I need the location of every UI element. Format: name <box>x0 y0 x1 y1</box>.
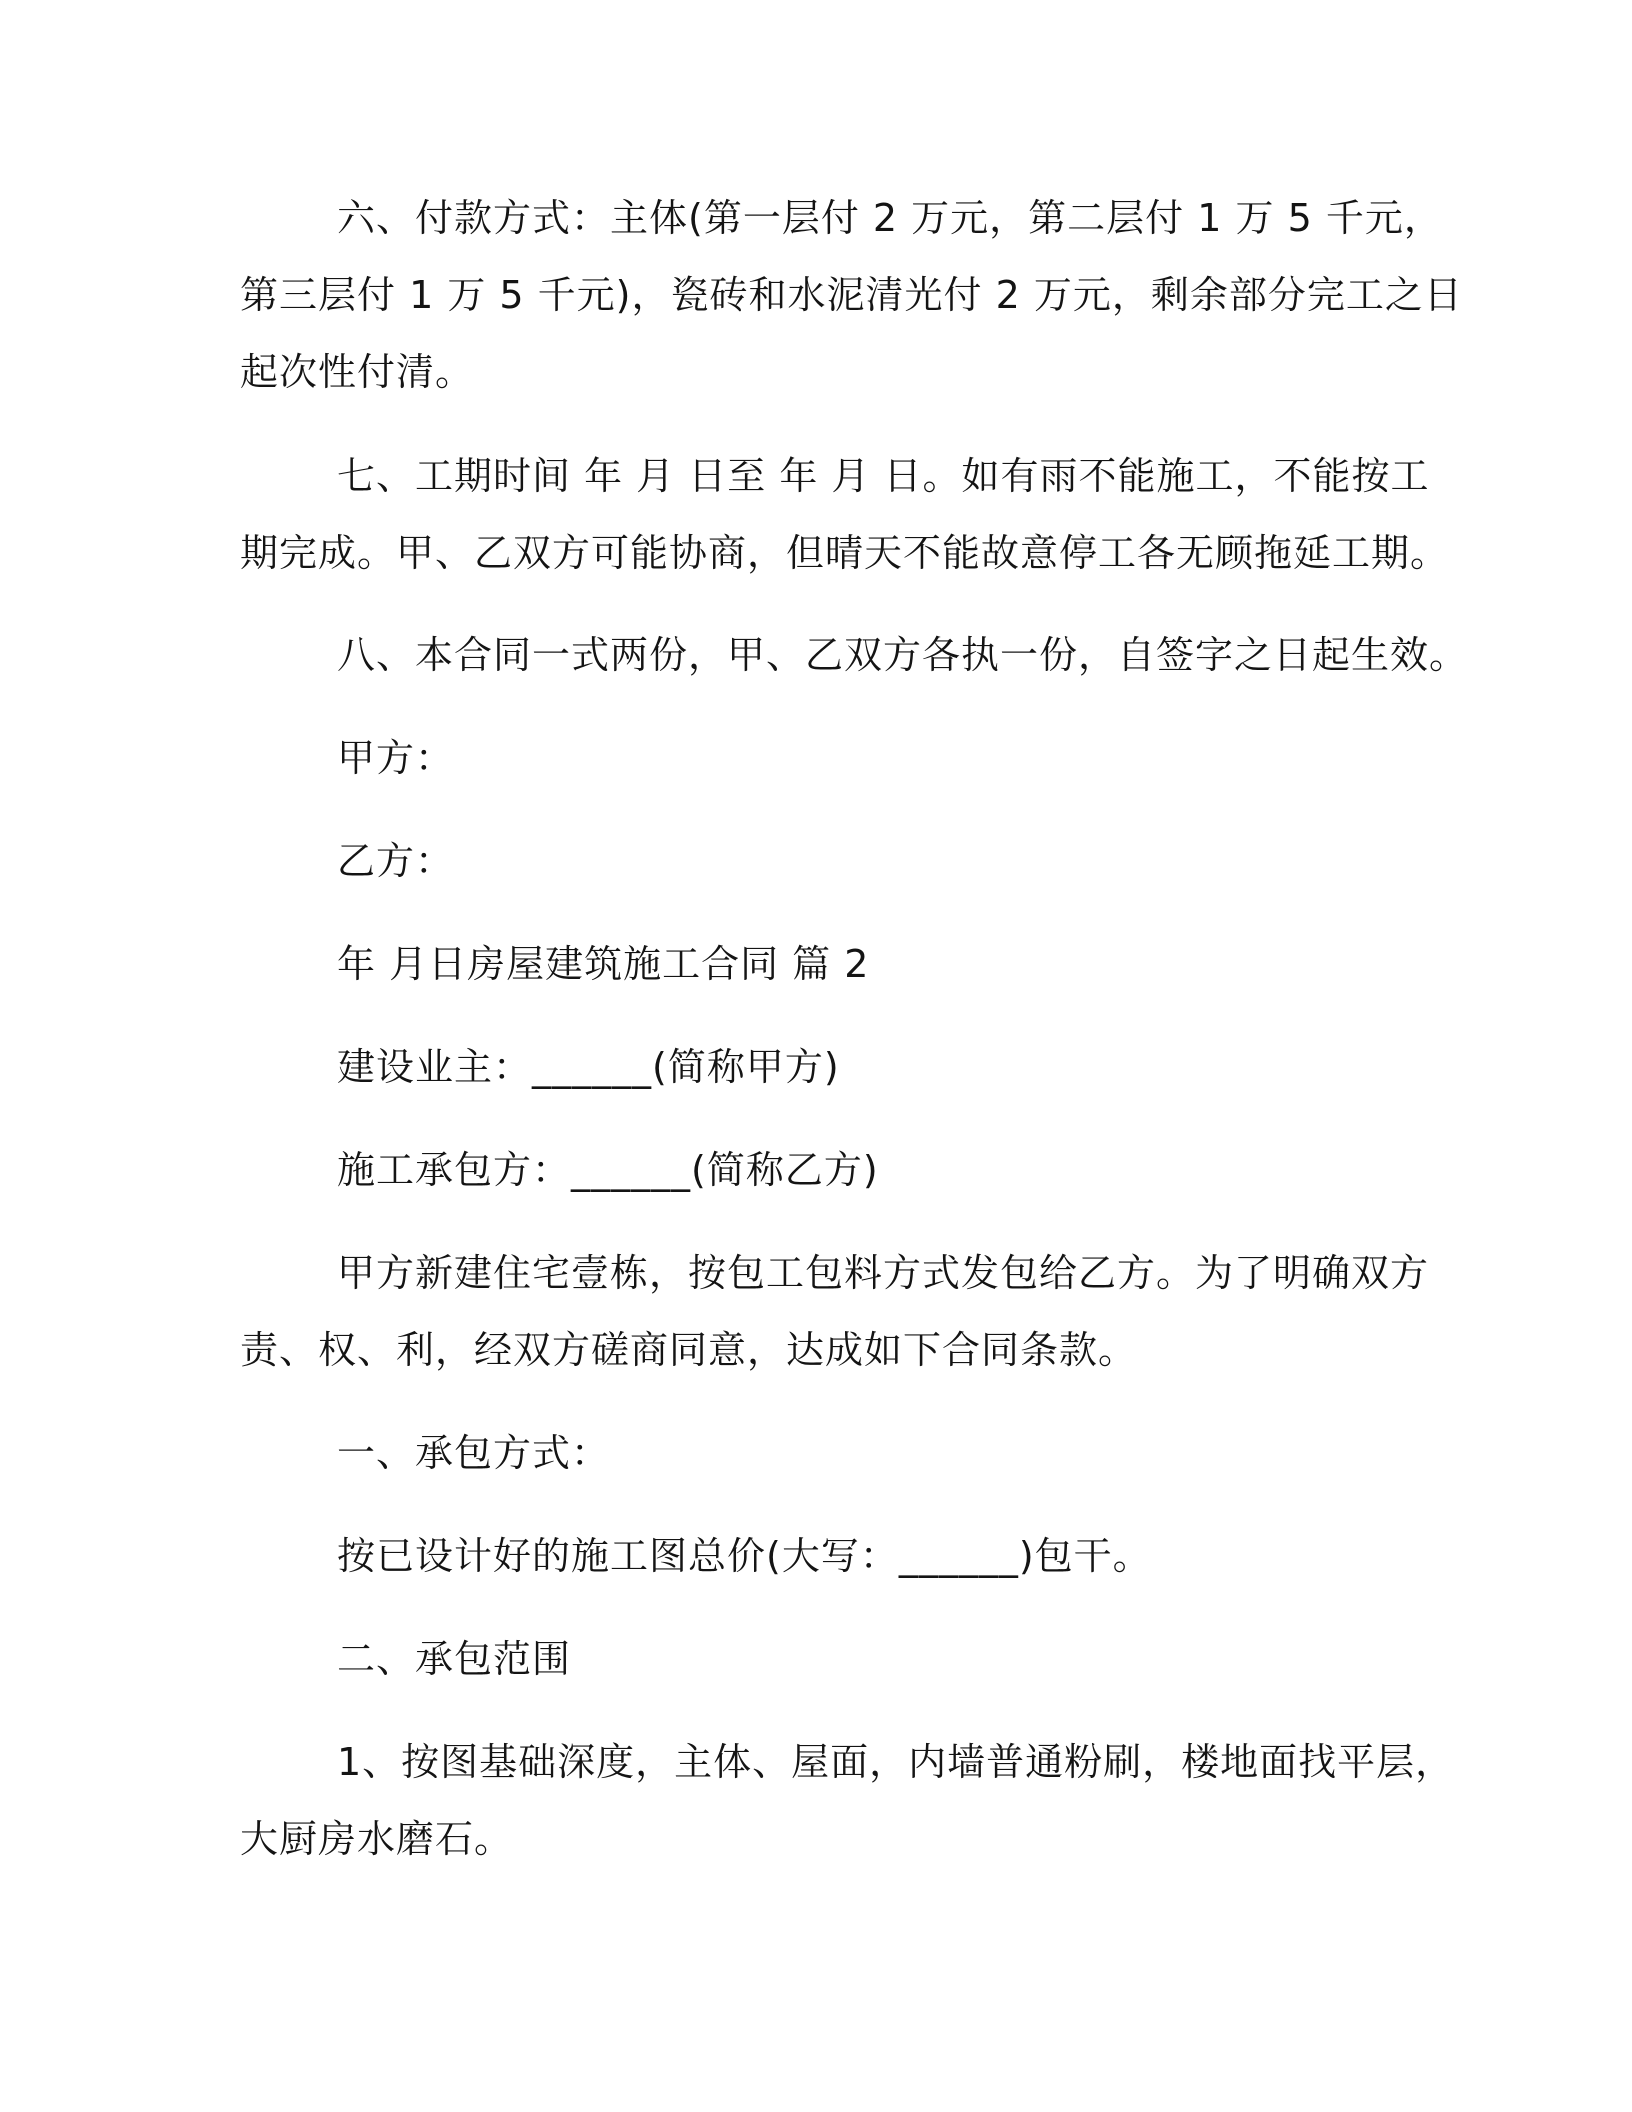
clause-seven-line-2: 期完成。甲、乙双方可能协商，但晴天不能故意停工各无顾拖延工期。 <box>240 531 1450 575</box>
clause-two-item-1-line-1: 1、按图基础深度，主体、屋面，内墙普通粉刷，楼地面找平层， <box>337 1740 1455 1784</box>
intro-line-1: 甲方新建住宅壹栋，按包工包料方式发包给乙方。为了明确双方 <box>337 1251 1430 1295</box>
clause-one-heading: 一、承包方式： <box>337 1431 611 1475</box>
clause-eight: 八、本合同一式两份，甲、乙双方各执一份，自签字之日起生效。 <box>337 633 1469 677</box>
party-a-label: 甲方： <box>337 736 455 780</box>
owner-line: 建设业主：______(简称甲方) <box>337 1045 840 1089</box>
party-b-label: 乙方： <box>337 839 455 883</box>
clause-six-line-2: 第三层付 1 万 5 千元)，瓷砖和水泥清光付 2 万元，剩余部分完工之日 <box>240 273 1463 317</box>
clause-six-line-1: 六、付款方式：主体(第一层付 2 万元，第二层付 1 万 5 千元， <box>337 196 1443 240</box>
contractor-line: 施工承包方：______(简称乙方) <box>337 1148 879 1192</box>
clause-two-heading: 二、承包范围 <box>337 1637 572 1681</box>
clause-two-item-1-line-2: 大厨房水磨石。 <box>240 1817 514 1861</box>
clause-six-line-3: 起次性付清。 <box>240 350 475 394</box>
section-heading: 年 月日房屋建筑施工合同 篇 2 <box>337 942 870 986</box>
clause-seven-line-1: 七、工期时间 年 月 日至 年 月 日。如有雨不能施工，不能按工 <box>337 454 1430 498</box>
intro-line-2: 责、权、利，经双方磋商同意，达成如下合同条款。 <box>240 1328 1138 1372</box>
clause-one-body: 按已设计好的施工图总价(大写：______)包干。 <box>337 1534 1152 1578</box>
